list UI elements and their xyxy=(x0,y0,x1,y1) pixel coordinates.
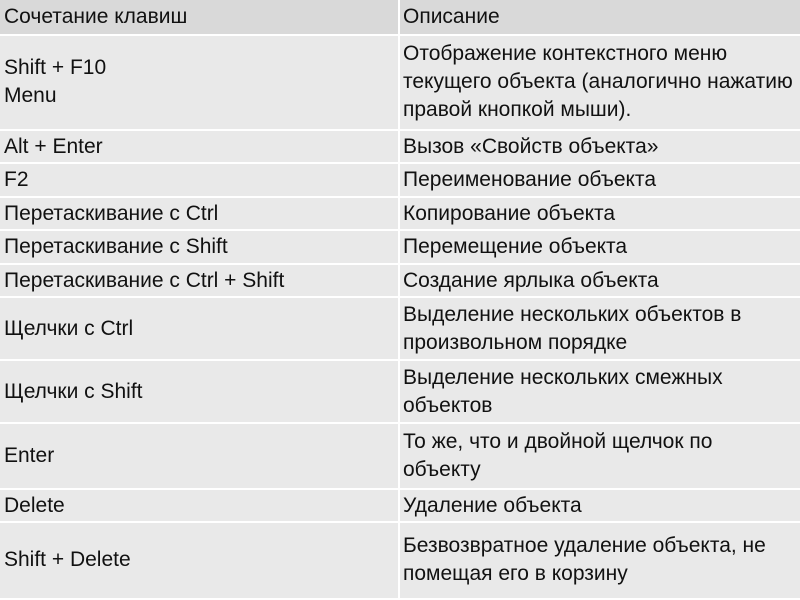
shortcut-key-text: Shift + Delete xyxy=(4,548,131,572)
shortcut-key-cell xyxy=(0,360,399,423)
shortcut-key-text: Alt + Enter xyxy=(4,134,103,158)
shortcut-key-cell xyxy=(0,297,399,360)
header-description-cell xyxy=(399,0,800,35)
table-row xyxy=(0,360,800,423)
shortcut-description-cell xyxy=(399,423,800,489)
shortcut-description-cell xyxy=(399,35,800,130)
shortcut-key-cell xyxy=(0,163,399,197)
shortcut-key-cell xyxy=(0,197,399,231)
shortcut-key-cell xyxy=(0,522,399,599)
shortcut-key-text: Delete xyxy=(4,493,65,517)
table-row xyxy=(0,264,800,298)
table-row xyxy=(0,163,800,197)
shortcut-key-cell xyxy=(0,264,399,298)
shortcut-key-cell xyxy=(0,423,399,489)
table-row xyxy=(0,522,800,599)
table-row xyxy=(0,35,800,130)
shortcut-key-text: Перетаскивание с Ctrl xyxy=(4,201,219,225)
header-description-label: Описание xyxy=(403,4,500,28)
shortcut-description-text: Перемещение объекта xyxy=(403,235,628,259)
shortcut-description-text: Удаление объекта xyxy=(403,493,582,517)
table-row xyxy=(0,130,800,164)
shortcut-description-cell xyxy=(399,264,800,298)
shortcut-description-text: Отображение контекстного меню текущего объекта (аналогично нажатию правой кнопкой мыши). xyxy=(403,42,793,122)
shortcut-description-text: Вызов «Свойств объекта» xyxy=(403,134,659,158)
shortcut-description-cell xyxy=(399,489,800,521)
shortcut-description-text: Копирование объекта xyxy=(403,201,616,225)
shortcut-description-text: То же, что и двойной щелчок по объекту xyxy=(403,430,713,482)
shortcut-key-text: Shift + F10 xyxy=(4,56,107,80)
shortcut-key-cell xyxy=(0,35,399,130)
shortcut-description-text: Выделение нескольких смежных объектов xyxy=(403,365,723,417)
table-row xyxy=(0,423,800,489)
shortcut-description-text: Безвозвратное удаление объекта, не помещая его в корзину xyxy=(403,534,766,586)
shortcut-key-text: Щелчки с Ctrl xyxy=(4,316,134,340)
shortcut-description-cell xyxy=(399,197,800,231)
table-row xyxy=(0,489,800,521)
shortcut-key-text: Щелчки с Shift xyxy=(4,379,143,403)
table-row xyxy=(0,230,800,264)
table-row xyxy=(0,197,800,231)
shortcut-description-cell xyxy=(399,360,800,423)
shortcut-description-cell xyxy=(399,163,800,197)
shortcut-description-text: Создание ярлыка объекта xyxy=(403,268,659,292)
shortcut-description-cell xyxy=(399,230,800,264)
shortcut-key-text: F2 xyxy=(4,168,29,192)
shortcut-key-text: Перетаскивание с Shift xyxy=(4,235,228,259)
shortcut-description-cell xyxy=(399,130,800,164)
header-key-cell xyxy=(0,0,399,35)
header-key-label: Сочетание клавиш xyxy=(4,4,188,28)
shortcut-description-cell xyxy=(399,297,800,360)
shortcut-key-text: Перетаскивание с Ctrl + Shift xyxy=(4,268,285,292)
shortcut-key-cell xyxy=(0,489,399,521)
shortcut-key-cell xyxy=(0,130,399,164)
shortcut-key-text: Menu xyxy=(4,84,57,108)
shortcut-key-text: Enter xyxy=(4,444,55,468)
shortcut-description-cell xyxy=(399,522,800,599)
shortcut-description-text: Выделение нескольких объектов в произвольном порядке xyxy=(403,302,742,354)
table-row xyxy=(0,297,800,360)
shortcut-key-cell xyxy=(0,230,399,264)
table-header-row xyxy=(0,0,800,35)
shortcut-description-text: Переименование объекта xyxy=(403,168,656,192)
